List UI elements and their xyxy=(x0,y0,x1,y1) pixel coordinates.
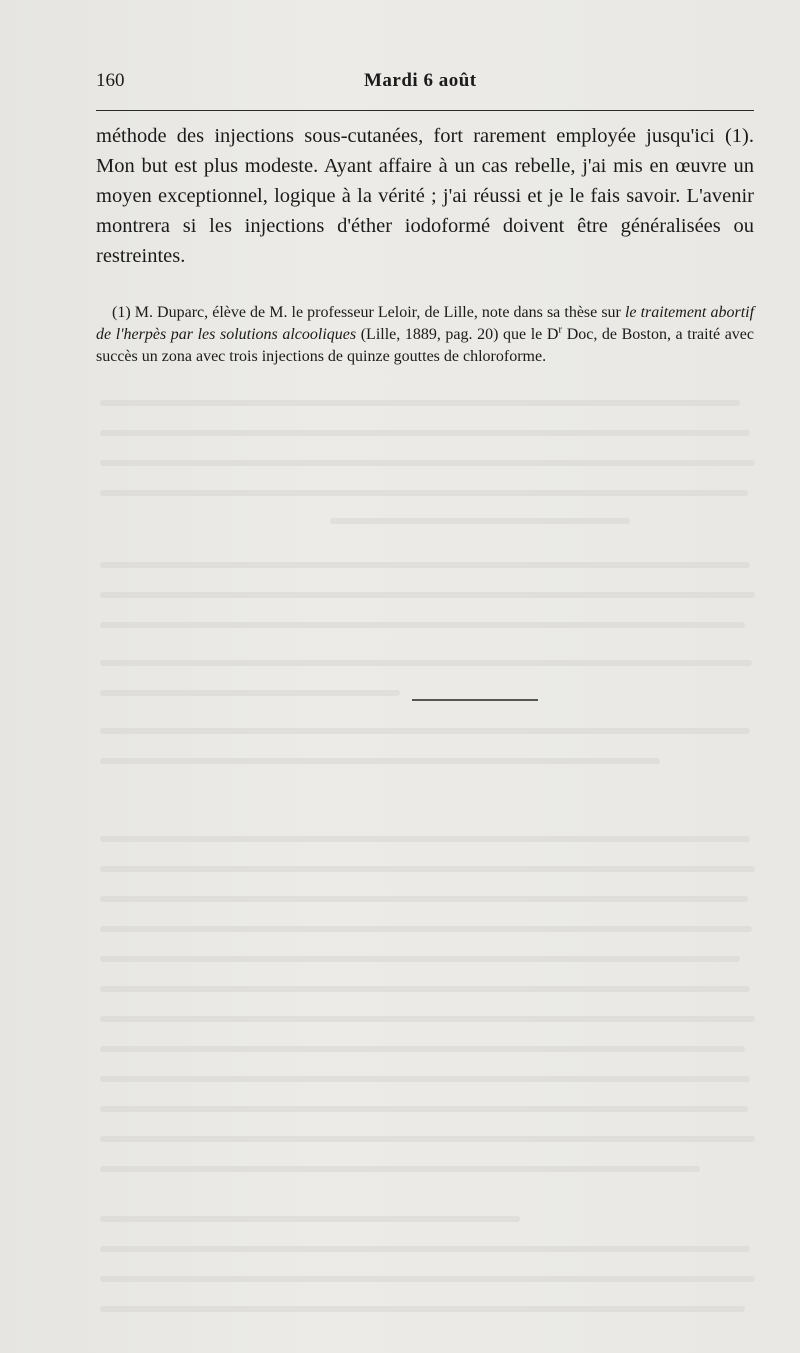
show-through-line xyxy=(100,1216,520,1222)
footnote-italic-title: le traitement abortif de l'herpès par les solutions alcooliques xyxy=(96,304,755,343)
show-through-line xyxy=(100,728,750,734)
show-through-line xyxy=(100,1306,745,1312)
show-through-line xyxy=(100,592,755,598)
body-paragraph: méthode des injections sous-cutanées, fort rarement employée jusqu'ici (1). Mon but est plus modeste. Ayant affaire à un cas rebelle, j'ai mis en œuvre un moyen exceptionnel, logique à la vérité ; j'ai réussi et je le fais savoir. L'avenir montrera si les injections d'éther iodoformé doivent être généralisées ou restreintes. xyxy=(96,125,754,267)
show-through-line xyxy=(100,1136,755,1142)
show-through-line xyxy=(330,518,630,524)
show-through-line xyxy=(100,430,750,436)
show-through-line xyxy=(100,400,740,406)
footnote-marker: (1) xyxy=(112,304,131,321)
show-through-line xyxy=(100,562,750,568)
show-through-line xyxy=(100,836,750,842)
show-through-line xyxy=(100,1276,755,1282)
header-rule xyxy=(96,110,754,111)
show-through-line xyxy=(100,1106,748,1112)
show-through-line xyxy=(100,926,752,932)
show-through-line xyxy=(100,866,755,872)
footnote-text-3: Doc, de Boston, a traité avec succès un zona avec trois injections de quinze gouttes de chloroforme. xyxy=(96,326,755,365)
show-through-line xyxy=(100,1016,755,1022)
show-through-line xyxy=(100,460,755,466)
show-through-line xyxy=(100,1166,700,1172)
footnote-text-2: (Lille, 1889, pag. 20) que le D xyxy=(360,326,559,343)
show-through-line xyxy=(100,690,400,696)
show-through-line xyxy=(100,490,748,496)
footnote-text-1: M. Duparc, élève de M. le professeur Leloir, de Lille, note dans sa thèse sur xyxy=(134,304,621,321)
footnote-superscript: r xyxy=(558,323,563,336)
show-through-line xyxy=(100,1046,745,1052)
show-through-line xyxy=(100,896,748,902)
show-through-line xyxy=(100,622,745,628)
show-through-line xyxy=(100,956,740,962)
show-through-line xyxy=(100,1246,750,1252)
show-through-line xyxy=(100,1076,750,1082)
show-through-line xyxy=(100,986,750,992)
page-header xyxy=(96,70,756,100)
show-through-rule xyxy=(412,699,538,701)
show-through-line xyxy=(100,660,752,666)
show-through-line xyxy=(100,758,660,764)
running-title: Mardi 6 août xyxy=(364,70,477,91)
footnote xyxy=(96,302,754,368)
page-number: 160 xyxy=(96,70,125,91)
